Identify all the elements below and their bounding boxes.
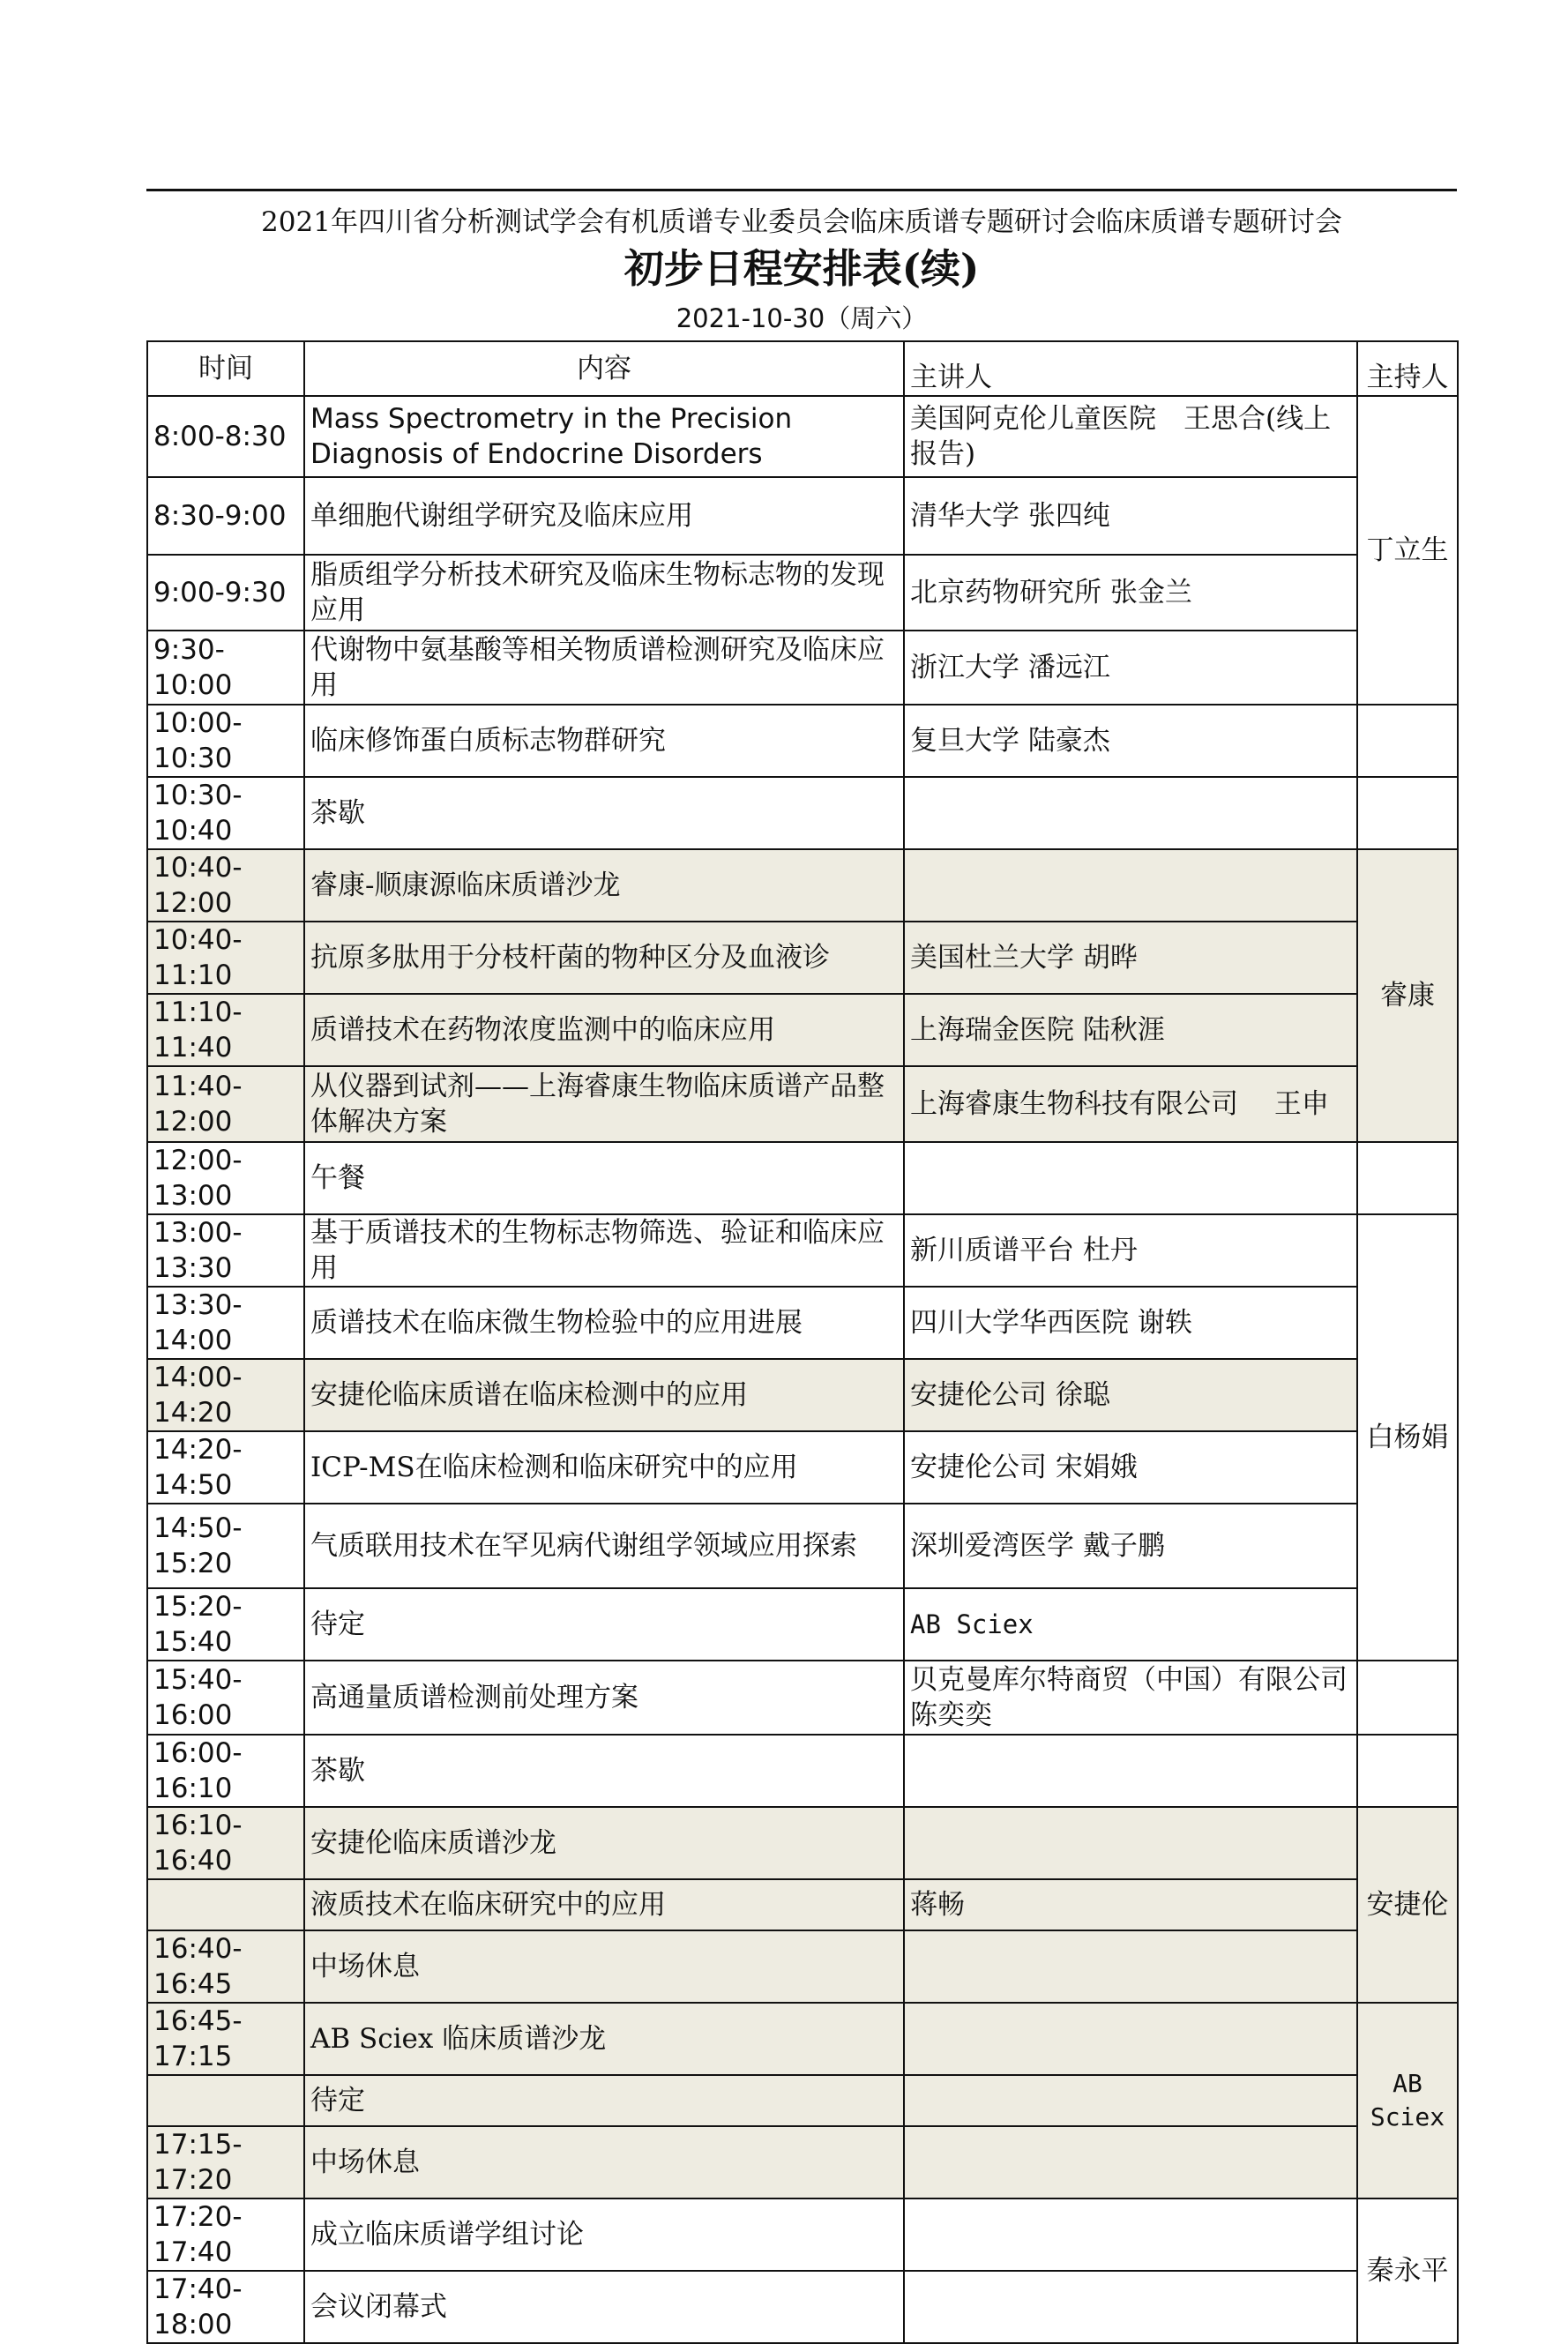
host-cell: 秦永平 — [1357, 2198, 1458, 2343]
row-speaker — [904, 1930, 1357, 2003]
column-header-speaker: 主讲人 — [904, 341, 1357, 396]
row-content: 气质联用技术在罕见病代谢组学领域应用探索 — [304, 1504, 904, 1588]
table-row — [147, 1066, 1458, 1142]
table-row — [147, 1287, 1458, 1359]
row-content: AB Sciex 临床质谱沙龙 — [304, 2003, 904, 2075]
column-header-content: 内容 — [304, 341, 904, 396]
host-cell: AB Sciex — [1357, 2003, 1458, 2198]
table-row — [147, 477, 1458, 555]
row-time: 10:30-10:40 — [147, 777, 304, 849]
table-row — [147, 1735, 1458, 1807]
row-content: ICP-MS在临床检测和临床研究中的应用 — [304, 1431, 904, 1504]
row-time: 11:40-12:00 — [147, 1066, 304, 1142]
row-time: 17:15-17:20 — [147, 2126, 304, 2198]
row-content: 茶歇 — [304, 1735, 904, 1807]
row-speaker: 北京药物研究所 张金兰 — [904, 555, 1357, 631]
row-time — [147, 2075, 304, 2126]
row-time: 16:45-17:15 — [147, 2003, 304, 2075]
table-row — [147, 631, 1458, 705]
row-speaker: 安捷伦公司 徐聪 — [904, 1359, 1357, 1431]
row-time: 8:00-8:30 — [147, 396, 304, 477]
row-time: 13:00-13:30 — [147, 1214, 304, 1287]
row-speaker: 浙江大学 潘远江 — [904, 631, 1357, 705]
row-time: 17:40-18:00 — [147, 2271, 304, 2343]
row-content: 待定 — [304, 2075, 904, 2126]
row-content: 单细胞代谢组学研究及临床应用 — [304, 477, 904, 555]
row-content: 质谱技术在药物浓度监测中的临床应用 — [304, 994, 904, 1066]
table-row — [147, 1431, 1458, 1504]
document-date: 2021-10-30（周六） — [676, 303, 928, 333]
row-time: 17:20-17:40 — [147, 2198, 304, 2271]
row-content: 茶歇 — [304, 777, 904, 849]
host-cell-empty — [1357, 1735, 1458, 1807]
row-content: 午餐 — [304, 1142, 904, 1214]
table-row — [147, 849, 1458, 922]
row-content: 质谱技术在临床微生物检验中的应用进展 — [304, 1287, 904, 1359]
table-row — [147, 2198, 1458, 2271]
row-time: 11:10-11:40 — [147, 994, 304, 1066]
row-time: 9:30-10:00 — [147, 631, 304, 705]
row-content: 安捷伦临床质谱在临床检测中的应用 — [304, 1359, 904, 1431]
row-time: 10:40-12:00 — [147, 849, 304, 922]
row-content: 安捷伦临床质谱沙龙 — [304, 1807, 904, 1879]
table-header-row — [147, 341, 1458, 396]
row-speaker — [904, 2126, 1357, 2198]
table-row — [147, 396, 1458, 477]
host-cell-empty — [1357, 1142, 1458, 1214]
table-row — [147, 2271, 1458, 2343]
host-cell: 安捷伦 — [1357, 1807, 1458, 2003]
row-time: 15:40-16:00 — [147, 1661, 304, 1735]
row-speaker: 四川大学华西医院 谢轶 — [904, 1287, 1357, 1359]
row-speaker: 贝克曼库尔特商贸（中国）有限公司 陈奕奕 — [904, 1661, 1357, 1735]
table-row — [147, 1879, 1458, 1930]
table-row — [147, 2003, 1458, 2075]
row-speaker — [904, 2198, 1357, 2271]
top-rule — [146, 189, 1457, 191]
row-time: 16:00-16:10 — [147, 1735, 304, 1807]
row-content: 成立临床质谱学组讨论 — [304, 2198, 904, 2271]
table-row — [147, 1930, 1458, 2003]
row-speaker: 新川质谱平台 杜丹 — [904, 1214, 1357, 1287]
row-speaker: 上海睿康生物科技有限公司 王申 — [904, 1066, 1357, 1142]
row-time: 10:00-10:30 — [147, 705, 304, 777]
host-cell: 丁立生 — [1357, 396, 1458, 705]
row-content: 抗原多肽用于分枝杆菌的物种区分及血液诊 — [304, 922, 904, 994]
document-title: 初步日程安排表(续) — [623, 245, 980, 292]
row-speaker — [904, 1142, 1357, 1214]
row-time: 8:30-9:00 — [147, 477, 304, 555]
table-row — [147, 1504, 1458, 1588]
table-row — [147, 994, 1458, 1066]
row-time: 14:20-14:50 — [147, 1431, 304, 1504]
host-cell-empty — [1357, 705, 1458, 777]
table-row — [147, 2126, 1458, 2198]
row-speaker: 复旦大学 陆豪杰 — [904, 705, 1357, 777]
row-speaker: 清华大学 张四纯 — [904, 477, 1357, 555]
row-time: 10:40-11:10 — [147, 922, 304, 994]
table-row — [147, 777, 1458, 849]
row-speaker: 蒋畅 — [904, 1879, 1357, 1930]
row-content: 中场休息 — [304, 1930, 904, 2003]
host-cell: 睿康 — [1357, 849, 1458, 1142]
row-speaker — [904, 2271, 1357, 2343]
row-speaker — [904, 2003, 1357, 2075]
row-time: 16:40-16:45 — [147, 1930, 304, 2003]
row-content: 会议闭幕式 — [304, 2271, 904, 2343]
row-speaker: AB Sciex — [904, 1588, 1357, 1661]
row-time: 13:30-14:00 — [147, 1287, 304, 1359]
table-row — [147, 1807, 1458, 1879]
table-row — [147, 1588, 1458, 1661]
row-content: 液质技术在临床研究中的应用 — [304, 1879, 904, 1930]
row-speaker — [904, 1735, 1357, 1807]
row-content: 代谢物中氨基酸等相关物质谱检测研究及临床应用 — [304, 631, 904, 705]
row-speaker: 美国阿克伦儿童医院 王思合(线上报告) — [904, 396, 1357, 477]
row-speaker — [904, 1807, 1357, 1879]
row-speaker — [904, 777, 1357, 849]
table-row — [147, 1359, 1458, 1431]
row-time: 14:50-15:20 — [147, 1504, 304, 1588]
row-time: 16:10-16:40 — [147, 1807, 304, 1879]
row-content: 待定 — [304, 1588, 904, 1661]
column-header-host: 主持人 — [1357, 341, 1458, 396]
row-content: 从仪器到试剂——上海睿康生物临床质谱产品整体解决方案 — [304, 1066, 904, 1142]
row-speaker — [904, 849, 1357, 922]
document-subtitle: 2021年四川省分析测试学会有机质谱专业委员会临床质谱专题研讨会临床质谱专题研讨会 — [261, 206, 1342, 238]
table-row — [147, 555, 1458, 631]
schedule-table — [146, 340, 1459, 2344]
row-speaker: 深圳爱湾医学 戴子鹏 — [904, 1504, 1357, 1588]
table-row — [147, 705, 1458, 777]
row-content: 高通量质谱检测前处理方案 — [304, 1661, 904, 1735]
row-time: 15:20-15:40 — [147, 1588, 304, 1661]
row-content: 临床修饰蛋白质标志物群研究 — [304, 705, 904, 777]
column-header-time: 时间 — [147, 341, 304, 396]
row-time: 9:00-9:30 — [147, 555, 304, 631]
table-row — [147, 1142, 1458, 1214]
table-row — [147, 2075, 1458, 2126]
row-speaker: 安捷伦公司 宋娟娥 — [904, 1431, 1357, 1504]
host-cell-empty — [1357, 777, 1458, 849]
table-row — [147, 922, 1458, 994]
row-time — [147, 1879, 304, 1930]
row-content: Mass Spectrometry in the Precision Diagnosis of Endocrine Disorders — [304, 396, 904, 477]
row-speaker: 美国杜兰大学 胡晔 — [904, 922, 1357, 994]
row-speaker: 上海瑞金医院 陆秋涯 — [904, 994, 1357, 1066]
row-speaker — [904, 2075, 1357, 2126]
table-row — [147, 1214, 1458, 1287]
row-time: 12:00-13:00 — [147, 1142, 304, 1214]
host-cell: 白杨娟 — [1357, 1214, 1458, 1661]
row-content: 睿康-顺康源临床质谱沙龙 — [304, 849, 904, 922]
row-content: 基于质谱技术的生物标志物筛选、验证和临床应用 — [304, 1214, 904, 1287]
row-content: 中场休息 — [304, 2126, 904, 2198]
table-row — [147, 1661, 1458, 1735]
row-time: 14:00-14:20 — [147, 1359, 304, 1431]
row-content: 脂质组学分析技术研究及临床生物标志物的发现应用 — [304, 555, 904, 631]
